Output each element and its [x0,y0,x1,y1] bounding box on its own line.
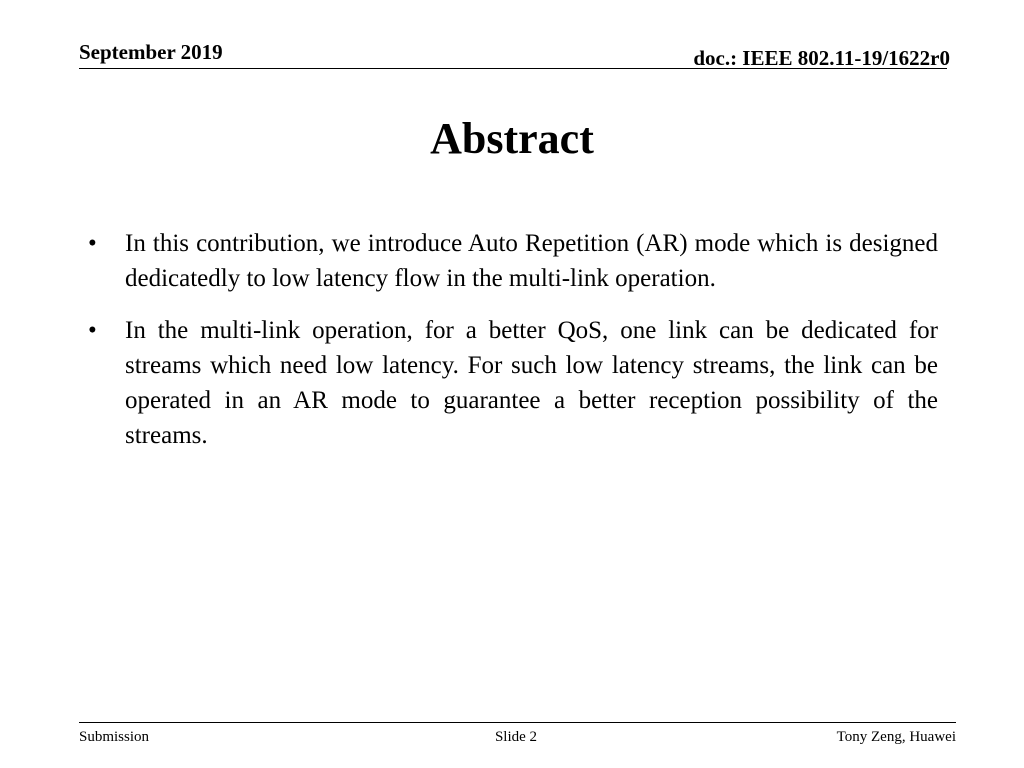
header-divider [79,68,947,69]
footer-slide-number: Slide 2 [494,729,538,745]
bullet-marker: • [88,230,97,257]
footer-author: Tony Zeng, Huawei [836,729,956,745]
bullet-list [88,226,938,470]
bullet-item [88,313,938,453]
slide-title: Abstract [430,114,594,163]
document-number: doc.: IEEE 802.11-19/1622r0 [693,46,950,70]
header-date: September 2019 [79,40,223,64]
bullet-text: In this contribution, we introduce Auto Repetition (AR) mode which is designed dedicatedly to low latency flow in the multi-link operation. [125,230,938,292]
bullet-text: In the multi-link operation, for a better QoS, one link can be dedicated for streams which need low latency. For such low latency streams, the link can be operated in an AR mode to guarantee a better reception possibility of the streams. [125,317,938,449]
footer-divider [79,722,956,723]
bullet-marker: • [88,317,97,344]
bullet-item [88,226,938,296]
footer-submission: Submission [79,729,150,745]
